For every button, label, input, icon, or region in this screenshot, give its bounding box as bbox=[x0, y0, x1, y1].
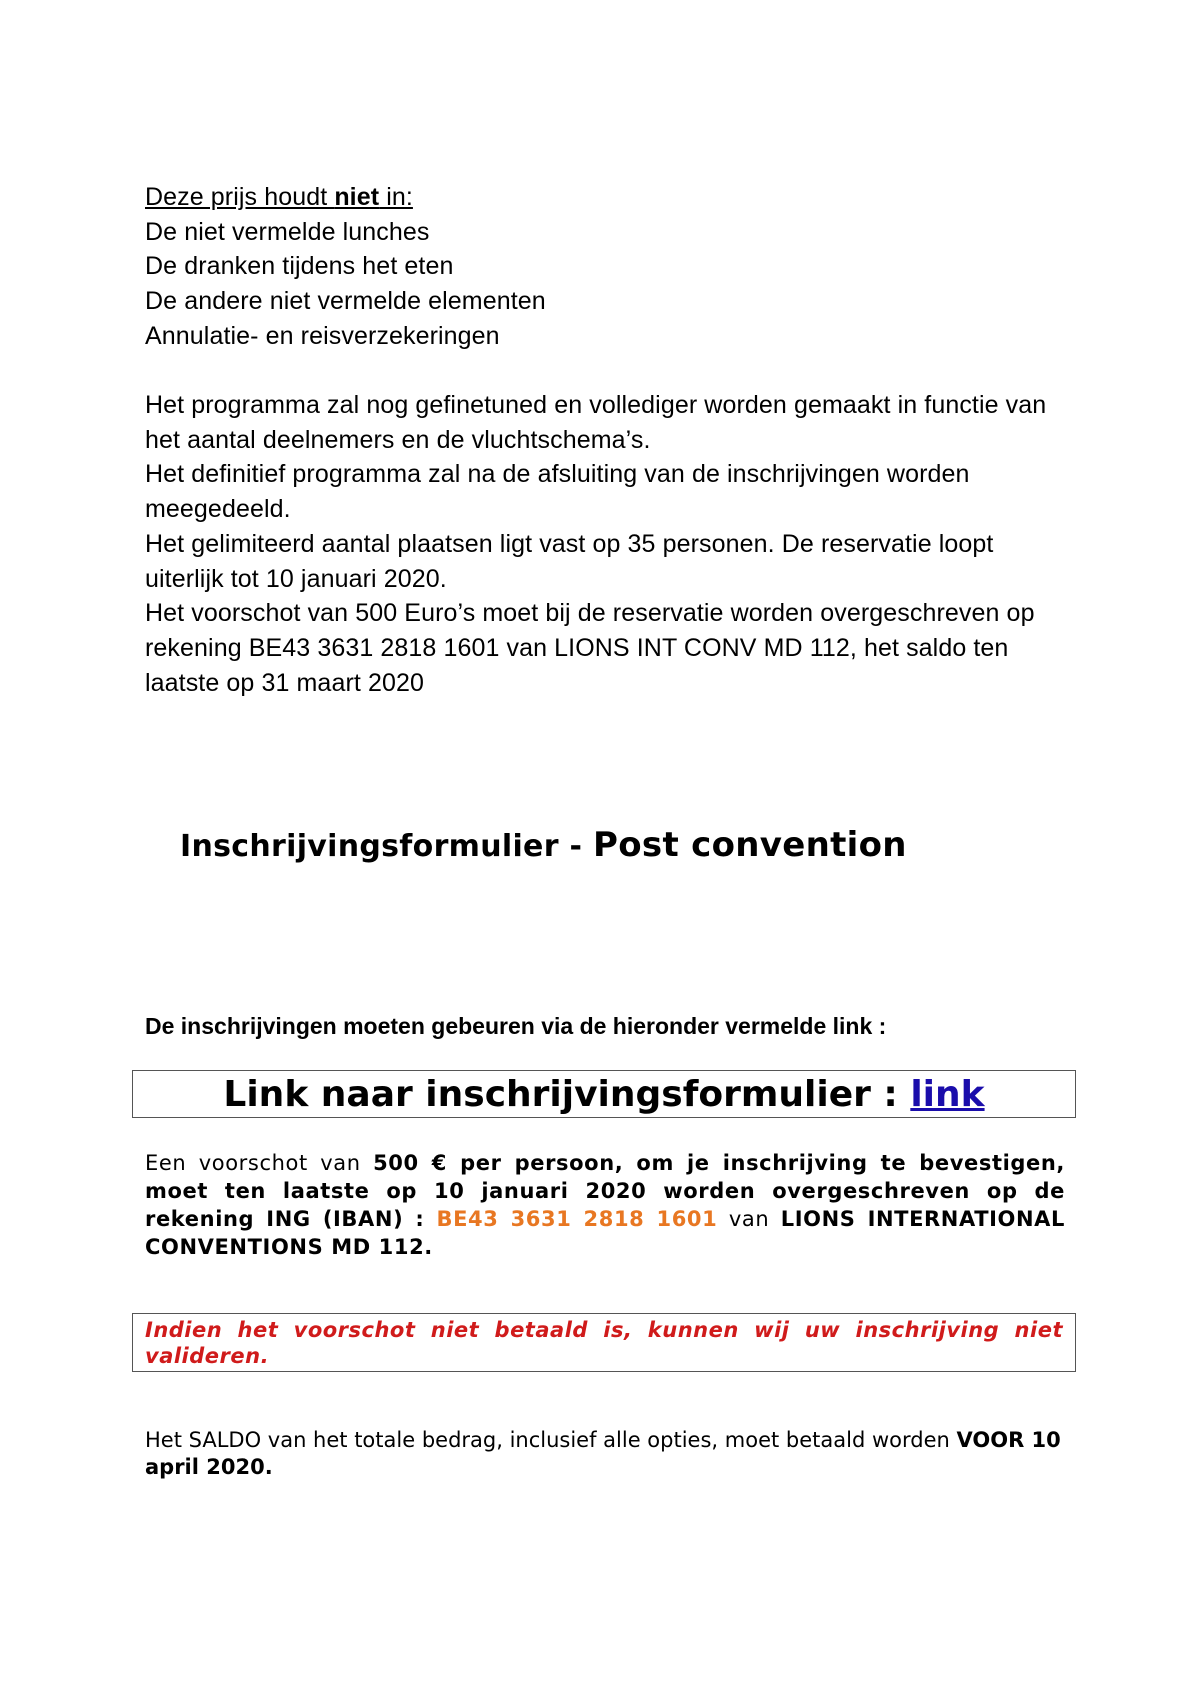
deposit-paragraph bbox=[145, 1149, 1065, 1261]
saldo-text-1: Het SALDO van het totale bedrag, inclusief alle opties, moet betaald worden bbox=[145, 1428, 957, 1452]
page-title bbox=[180, 825, 907, 865]
info-paragraph: Het programma zal nog gefinetuned en vollediger worden gemaakt in functie van het aantal deelnemers en de vluchtschema’s. bbox=[145, 391, 1047, 454]
registration-link-box bbox=[132, 1070, 1076, 1118]
title-part-1: Inschrijvingsformulier - bbox=[180, 829, 594, 864]
info-section bbox=[145, 388, 1075, 700]
exclusion-item: Annulatie- en reisverzekeringen bbox=[145, 321, 500, 350]
exclusions-heading bbox=[145, 180, 1075, 215]
registration-intro: De inschrijvingen moeten gebeuren via de hieronder vermelde link : bbox=[145, 1013, 887, 1039]
warning-box bbox=[132, 1313, 1076, 1372]
info-paragraph: Het voorschot van 500 Euro’s moet bij de reservatie worden overgeschreven op rekening BE43 3631 2818 1601 van LIONS INT CONV MD 112, het saldo ten laatste op 31 maart 2020 bbox=[145, 599, 1035, 697]
deposit-text-1: Een voorschot van bbox=[145, 1151, 374, 1175]
info-paragraph: Het definitief programma zal na de afsluiting van de inschrijvingen worden meegedeeld. bbox=[145, 460, 970, 524]
deposit-iban: BE43 3631 2818 1601 bbox=[436, 1207, 718, 1231]
registration-link[interactable]: link bbox=[910, 1074, 985, 1115]
deposit-text-3: van bbox=[717, 1207, 781, 1231]
registration-link-text: Link naar inschrijvingsformulier : bbox=[223, 1074, 911, 1115]
info-paragraph: Het gelimiteerd aantal plaatsen ligt vast op 35 personen. De reservatie loopt uiterlijk tot 10 januari 2020. bbox=[145, 529, 994, 593]
exclusion-item: De niet vermelde lunches bbox=[145, 217, 430, 246]
exclusions-heading-emphasis: niet bbox=[334, 183, 380, 211]
title-part-2: Post convention bbox=[593, 825, 907, 865]
saldo-paragraph bbox=[145, 1427, 1065, 1481]
deposit-text-2: 500 € per persoon, om je inschrijving te bevestigen, moet ten laatste op 10 januari 2020 worden overgeschreven op de rekening ING (IBAN) : bbox=[145, 1151, 1065, 1231]
registration-link-label bbox=[223, 1074, 984, 1115]
exclusions-heading-prefix: Deze prijs houdt bbox=[145, 183, 335, 211]
deposit-account-holder: LIONS INTERNATIONAL CONVENTIONS MD 112. bbox=[145, 1207, 1066, 1259]
warning-text: Indien het voorschot niet betaald is, kunnen wij uw inschrijving niet valideren. bbox=[145, 1318, 1063, 1368]
saldo-deadline: VOOR 10 april 2020. bbox=[145, 1428, 1061, 1479]
exclusions-section bbox=[145, 180, 1075, 354]
exclusion-item: De dranken tijdens het eten bbox=[145, 252, 454, 281]
exclusion-item: De andere niet vermelde elementen bbox=[145, 287, 546, 316]
exclusions-heading-suffix: in: bbox=[379, 183, 413, 211]
